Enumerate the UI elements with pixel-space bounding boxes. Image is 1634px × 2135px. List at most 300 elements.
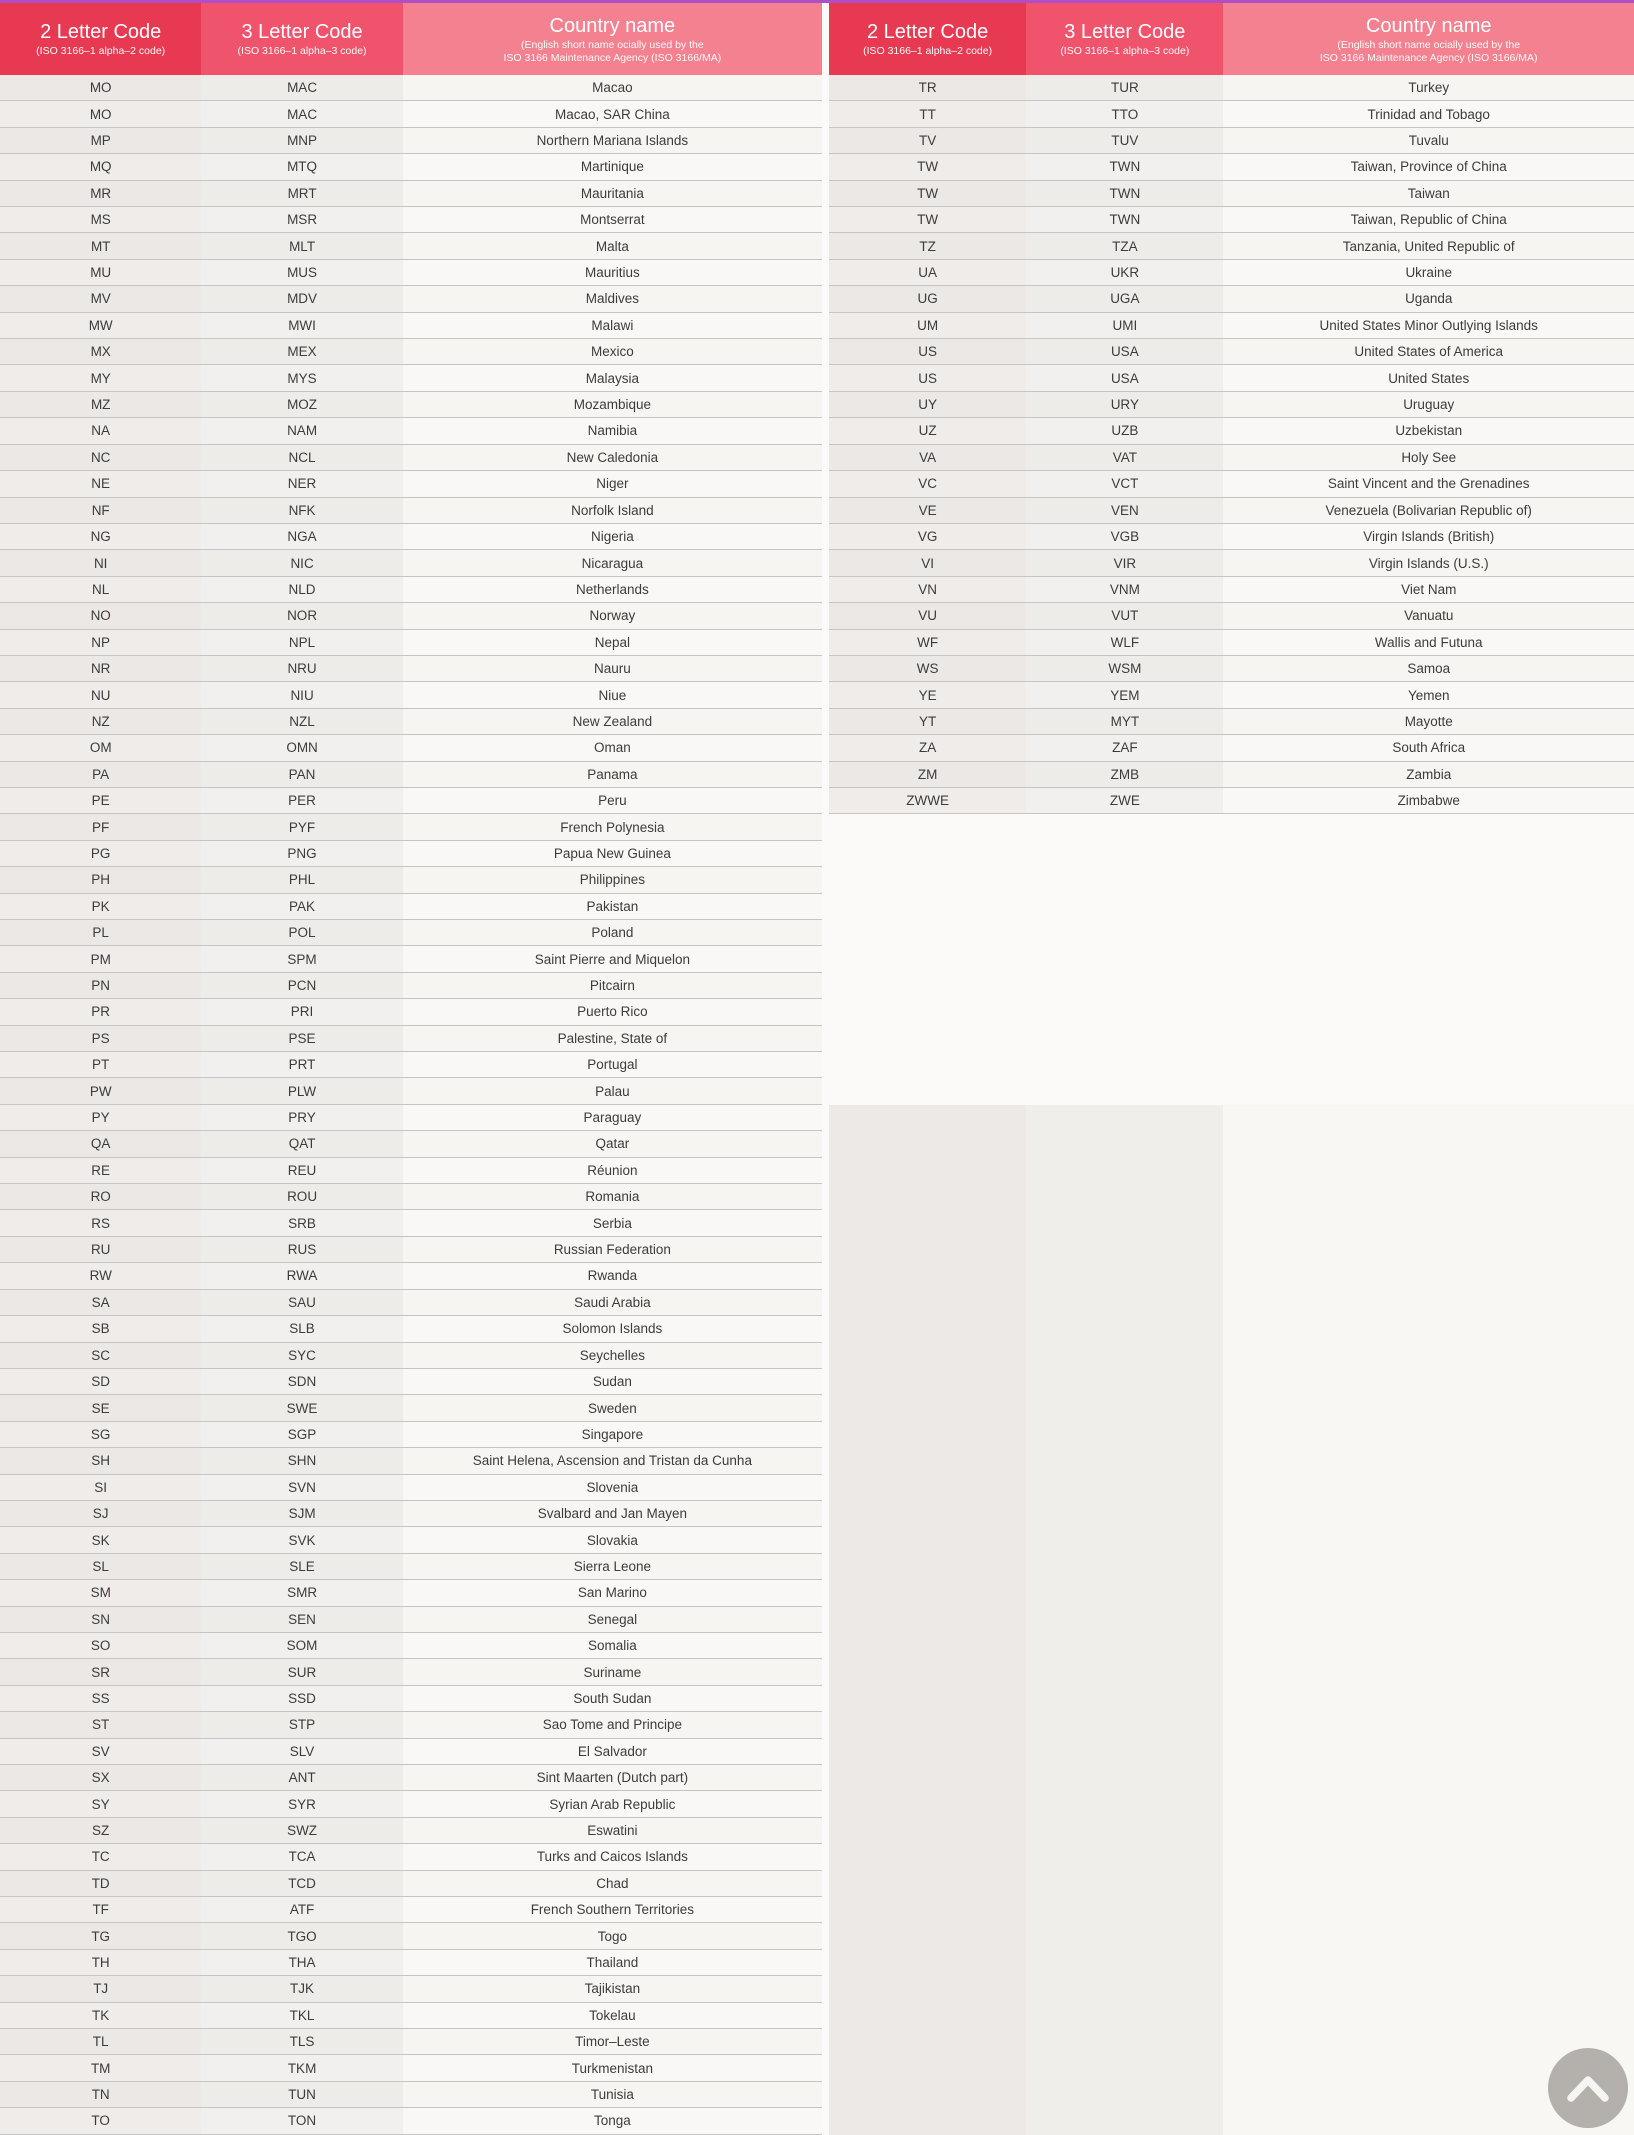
cell-country-name: Mayotte bbox=[1223, 709, 1634, 734]
cell-alpha3-code: UZB bbox=[1026, 418, 1223, 443]
cell-country-name: Macao bbox=[403, 75, 822, 100]
cell-alpha2-code: ST bbox=[0, 1712, 201, 1737]
table-row bbox=[829, 603, 1634, 629]
table-header bbox=[829, 0, 1634, 75]
cell-alpha2-code: MT bbox=[0, 233, 201, 258]
cell-alpha2-code: VC bbox=[829, 471, 1026, 496]
header-cell-3-letter-code bbox=[201, 0, 402, 75]
table-row bbox=[0, 920, 822, 946]
cell-alpha2-code: SY bbox=[0, 1791, 201, 1816]
table-row bbox=[0, 550, 822, 576]
cell-country-name: Poland bbox=[403, 920, 822, 945]
cell-country-name: Nicaragua bbox=[403, 550, 822, 575]
cell-alpha3-code: TWN bbox=[1026, 181, 1223, 206]
table-row bbox=[829, 524, 1634, 550]
cell-country-name: Portugal bbox=[403, 1052, 822, 1077]
cell-alpha3-code: SPM bbox=[201, 946, 402, 971]
cell-country-name: Sudan bbox=[403, 1369, 822, 1394]
column-subtitle: (ISO 3166–1 alpha–3 code) bbox=[1060, 45, 1190, 57]
cell-alpha3-code: NPL bbox=[201, 630, 402, 655]
cell-alpha2-code: PL bbox=[0, 920, 201, 945]
cell-country-name: Sweden bbox=[403, 1395, 822, 1420]
cell-alpha3-code: PRI bbox=[201, 999, 402, 1024]
cell-alpha2-code: MQ bbox=[0, 154, 201, 179]
table-row bbox=[0, 867, 822, 893]
cell-alpha2-code: NO bbox=[0, 603, 201, 628]
table-row bbox=[0, 1263, 822, 1289]
cell-alpha3-code: PSE bbox=[201, 1026, 402, 1051]
cell-alpha3-code: UKR bbox=[1026, 260, 1223, 285]
table-row bbox=[829, 233, 1634, 259]
cell-alpha2-code: YT bbox=[829, 709, 1026, 734]
cell-alpha2-code: NA bbox=[0, 418, 201, 443]
cell-alpha3-code: VNM bbox=[1026, 577, 1223, 602]
cell-alpha2-code: SO bbox=[0, 1633, 201, 1658]
cell-alpha3-code: YEM bbox=[1026, 682, 1223, 707]
cell-country-name: Nigeria bbox=[403, 524, 822, 549]
table-row bbox=[0, 1686, 822, 1712]
table-row bbox=[0, 1633, 822, 1659]
cell-alpha3-code: NIC bbox=[201, 550, 402, 575]
cell-alpha3-code: MLT bbox=[201, 233, 402, 258]
cell-alpha3-code: TCD bbox=[201, 1871, 402, 1896]
iso-code-table-right bbox=[829, 0, 1634, 2135]
cell-country-name: Réunion bbox=[403, 1158, 822, 1183]
cell-alpha3-code: OMN bbox=[201, 735, 402, 760]
cell-alpha3-code: MUS bbox=[201, 260, 402, 285]
cell-alpha3-code: PRY bbox=[201, 1105, 402, 1130]
cell-alpha3-code: SLV bbox=[201, 1739, 402, 1764]
table-row bbox=[0, 260, 822, 286]
cell-alpha2-code: TF bbox=[0, 1897, 201, 1922]
cell-country-name: French Polynesia bbox=[403, 814, 822, 839]
cell-country-name: Togo bbox=[403, 1923, 822, 1948]
cell-alpha3-code: REU bbox=[201, 1158, 402, 1183]
cell-country-name: Timor–Leste bbox=[403, 2029, 822, 2054]
cell-alpha3-code: SEN bbox=[201, 1607, 402, 1632]
cell-alpha3-code: MYS bbox=[201, 365, 402, 390]
cell-alpha3-code: ANT bbox=[201, 1765, 402, 1790]
cell-country-name: Serbia bbox=[403, 1210, 822, 1235]
cell-alpha3-code: RWA bbox=[201, 1263, 402, 1288]
cell-country-name: Russian Federation bbox=[403, 1237, 822, 1262]
cell-alpha2-code: SR bbox=[0, 1659, 201, 1684]
cell-country-name: Somalia bbox=[403, 1633, 822, 1658]
column-title: 2 Letter Code bbox=[867, 21, 989, 43]
cell-alpha3-code: SAU bbox=[201, 1290, 402, 1315]
cell-alpha2-code: RO bbox=[0, 1184, 201, 1209]
table-row bbox=[829, 577, 1634, 603]
table-row bbox=[0, 365, 822, 391]
table-row bbox=[0, 181, 822, 207]
cell-alpha3-code: MAC bbox=[201, 101, 402, 126]
table-row bbox=[829, 260, 1634, 286]
cell-alpha3-code: SJM bbox=[201, 1501, 402, 1526]
table-row bbox=[0, 1448, 822, 1474]
cell-alpha3-code: PRT bbox=[201, 1052, 402, 1077]
table-row bbox=[0, 498, 822, 524]
table-row bbox=[0, 2082, 822, 2108]
cell-alpha3-code: TGO bbox=[201, 1923, 402, 1948]
cell-alpha2-code: TN bbox=[0, 2082, 201, 2107]
cell-alpha3-code: SWE bbox=[201, 1395, 402, 1420]
cell-country-name: Virgin Islands (U.S.) bbox=[1223, 550, 1634, 575]
cell-country-name: Saint Helena, Ascension and Tristan da Cunha bbox=[403, 1448, 822, 1473]
cell-alpha3-code: PCN bbox=[201, 973, 402, 998]
cell-country-name: Pakistan bbox=[403, 894, 822, 919]
cell-alpha2-code: TV bbox=[829, 128, 1026, 153]
cell-alpha3-code: SVK bbox=[201, 1527, 402, 1552]
table-row bbox=[0, 1580, 822, 1606]
cell-alpha3-code: THA bbox=[201, 1950, 402, 1975]
cell-country-name: Mozambique bbox=[403, 392, 822, 417]
column-subtitle: (ISO 3166–1 alpha–2 code) bbox=[863, 45, 993, 57]
column-subtitle: (ISO 3166–1 alpha–3 code) bbox=[237, 45, 367, 57]
table-row bbox=[829, 656, 1634, 682]
cell-alpha3-code: SYC bbox=[201, 1343, 402, 1368]
table-row bbox=[0, 1184, 822, 1210]
cell-country-name: Malta bbox=[403, 233, 822, 258]
cell-alpha2-code: SS bbox=[0, 1686, 201, 1711]
cell-country-name: Sao Tome and Principe bbox=[403, 1712, 822, 1737]
cell-country-name: Niger bbox=[403, 471, 822, 496]
table-row bbox=[0, 1052, 822, 1078]
table-row bbox=[0, 75, 822, 101]
cell-alpha3-code: MWI bbox=[201, 313, 402, 338]
cell-alpha3-code: TUR bbox=[1026, 75, 1223, 100]
cell-alpha3-code: VIR bbox=[1026, 550, 1223, 575]
cell-alpha3-code: NIU bbox=[201, 682, 402, 707]
cell-country-name: Turkmenistan bbox=[403, 2055, 822, 2080]
table-row bbox=[829, 392, 1634, 418]
header-cell-2-letter-code bbox=[829, 0, 1026, 75]
cell-alpha3-code: POL bbox=[201, 920, 402, 945]
table-row bbox=[0, 286, 822, 312]
cell-country-name: Slovakia bbox=[403, 1527, 822, 1552]
table-row bbox=[0, 1026, 822, 1052]
cell-country-name: Senegal bbox=[403, 1607, 822, 1632]
cell-alpha2-code: TK bbox=[0, 2003, 201, 2028]
cell-alpha2-code: RE bbox=[0, 1158, 201, 1183]
cell-alpha2-code: PR bbox=[0, 999, 201, 1024]
table-row bbox=[0, 1976, 822, 2002]
cell-alpha3-code: TON bbox=[201, 2108, 402, 2133]
table-row bbox=[829, 286, 1634, 312]
left-table-body bbox=[0, 75, 822, 2135]
column-title: Country name bbox=[1365, 14, 1492, 37]
table-row bbox=[829, 762, 1634, 788]
table-row bbox=[829, 682, 1634, 708]
cell-country-name: Tokelau bbox=[403, 2003, 822, 2028]
cell-alpha3-code: PAK bbox=[201, 894, 402, 919]
cell-alpha2-code: NZ bbox=[0, 709, 201, 734]
cell-country-name: Taiwan, Republic of China bbox=[1223, 207, 1634, 232]
cell-alpha2-code: PA bbox=[0, 762, 201, 787]
cell-alpha3-code: NOR bbox=[201, 603, 402, 628]
table-row bbox=[829, 207, 1634, 233]
cell-alpha2-code: NU bbox=[0, 682, 201, 707]
cell-country-name: Oman bbox=[403, 735, 822, 760]
table-row bbox=[0, 154, 822, 180]
cell-alpha2-code: TW bbox=[829, 207, 1026, 232]
chevron-up-icon bbox=[1565, 2073, 1611, 2103]
cell-alpha2-code: QA bbox=[0, 1131, 201, 1156]
cell-alpha3-code: TWN bbox=[1026, 207, 1223, 232]
table-header bbox=[0, 0, 822, 75]
cell-alpha2-code: SJ bbox=[0, 1501, 201, 1526]
cell-alpha3-code: SGP bbox=[201, 1422, 402, 1447]
column-title: 3 Letter Code bbox=[241, 21, 363, 43]
cell-country-name: Slovenia bbox=[403, 1475, 822, 1500]
cell-alpha3-code: ROU bbox=[201, 1184, 402, 1209]
cell-country-name: New Zealand bbox=[403, 709, 822, 734]
cell-country-name: Pitcairn bbox=[403, 973, 822, 998]
cell-alpha3-code: RUS bbox=[201, 1237, 402, 1262]
cell-alpha2-code: PS bbox=[0, 1026, 201, 1051]
table-row bbox=[0, 233, 822, 259]
table-row bbox=[0, 2029, 822, 2055]
table-row bbox=[0, 1950, 822, 1976]
table-row bbox=[0, 1475, 822, 1501]
table-row bbox=[0, 656, 822, 682]
cell-alpha3-code: NRU bbox=[201, 656, 402, 681]
cell-alpha2-code: UZ bbox=[829, 418, 1026, 443]
cell-country-name: Palau bbox=[403, 1078, 822, 1103]
cell-alpha3-code: PHL bbox=[201, 867, 402, 892]
cell-alpha2-code: VN bbox=[829, 577, 1026, 602]
table-row bbox=[829, 313, 1634, 339]
cell-alpha2-code: RW bbox=[0, 1263, 201, 1288]
cell-alpha2-code: SA bbox=[0, 1290, 201, 1315]
cell-country-name: Uganda bbox=[1223, 286, 1634, 311]
cell-country-name: United States Minor Outlying Islands bbox=[1223, 313, 1634, 338]
cell-country-name: Singapore bbox=[403, 1422, 822, 1447]
cell-alpha2-code: UY bbox=[829, 392, 1026, 417]
cell-alpha2-code: TL bbox=[0, 2029, 201, 2054]
cell-alpha3-code: NFK bbox=[201, 498, 402, 523]
cell-alpha3-code: SYR bbox=[201, 1791, 402, 1816]
table-row bbox=[0, 1765, 822, 1791]
top-accent-bar bbox=[0, 0, 1634, 3]
cell-country-name: Samoa bbox=[1223, 656, 1634, 681]
cell-alpha2-code: NC bbox=[0, 445, 201, 470]
table-row bbox=[0, 946, 822, 972]
cell-alpha3-code: TUV bbox=[1026, 128, 1223, 153]
cell-country-name: Chad bbox=[403, 1871, 822, 1896]
cell-alpha2-code: TR bbox=[829, 75, 1026, 100]
table-row bbox=[0, 603, 822, 629]
cell-country-name: Papua New Guinea bbox=[403, 841, 822, 866]
cell-alpha3-code: USA bbox=[1026, 339, 1223, 364]
cell-country-name: French Southern Territories bbox=[403, 1897, 822, 1922]
cell-alpha2-code: TT bbox=[829, 101, 1026, 126]
table-row bbox=[0, 841, 822, 867]
cell-alpha2-code: RS bbox=[0, 1210, 201, 1235]
cell-alpha3-code: TUN bbox=[201, 2082, 402, 2107]
table-row bbox=[829, 128, 1634, 154]
table-row bbox=[0, 418, 822, 444]
cell-country-name: Qatar bbox=[403, 1131, 822, 1156]
cell-alpha2-code: MR bbox=[0, 181, 201, 206]
table-row bbox=[829, 154, 1634, 180]
cell-alpha2-code: SV bbox=[0, 1739, 201, 1764]
cell-country-name: Malawi bbox=[403, 313, 822, 338]
table-row bbox=[0, 1923, 822, 1949]
table-row bbox=[0, 1369, 822, 1395]
cell-alpha2-code: TZ bbox=[829, 233, 1026, 258]
table-row bbox=[0, 445, 822, 471]
cell-country-name: Montserrat bbox=[403, 207, 822, 232]
table-row bbox=[0, 999, 822, 1025]
cell-alpha3-code: SRB bbox=[201, 1210, 402, 1235]
cell-alpha2-code: PG bbox=[0, 841, 201, 866]
table-row bbox=[0, 1897, 822, 1923]
cell-alpha3-code: TTO bbox=[1026, 101, 1223, 126]
table-row bbox=[0, 1237, 822, 1263]
table-row bbox=[0, 1527, 822, 1553]
cell-alpha2-code: TJ bbox=[0, 1976, 201, 2001]
cell-alpha3-code: SWZ bbox=[201, 1818, 402, 1843]
cell-alpha3-code: MOZ bbox=[201, 392, 402, 417]
table-row bbox=[0, 577, 822, 603]
cell-alpha3-code: MDV bbox=[201, 286, 402, 311]
cell-alpha3-code: UMI bbox=[1026, 313, 1223, 338]
cell-country-name: South Sudan bbox=[403, 1686, 822, 1711]
header-cell-country-name bbox=[1223, 0, 1634, 75]
cell-country-name: Zimbabwe bbox=[1223, 788, 1634, 813]
cell-alpha2-code: PK bbox=[0, 894, 201, 919]
cell-country-name: Trinidad and Tobago bbox=[1223, 101, 1634, 126]
cell-alpha3-code: VUT bbox=[1026, 603, 1223, 628]
cell-country-name: Seychelles bbox=[403, 1343, 822, 1368]
cell-alpha3-code: SVN bbox=[201, 1475, 402, 1500]
cell-country-name: Philippines bbox=[403, 867, 822, 892]
table-row bbox=[0, 814, 822, 840]
cell-alpha3-code: ZWE bbox=[1026, 788, 1223, 813]
cell-alpha3-code: TKL bbox=[201, 2003, 402, 2028]
cell-alpha2-code: SI bbox=[0, 1475, 201, 1500]
cell-alpha2-code: VI bbox=[829, 550, 1026, 575]
cell-alpha2-code: NL bbox=[0, 577, 201, 602]
cell-country-name: Rwanda bbox=[403, 1263, 822, 1288]
header-cell-country-name bbox=[403, 0, 822, 75]
table-row bbox=[0, 1659, 822, 1685]
table-row bbox=[0, 1712, 822, 1738]
cell-alpha3-code: NLD bbox=[201, 577, 402, 602]
cell-alpha2-code: ZM bbox=[829, 762, 1026, 787]
cell-country-name: Niue bbox=[403, 682, 822, 707]
cell-alpha2-code: PN bbox=[0, 973, 201, 998]
cell-alpha3-code: SLB bbox=[201, 1316, 402, 1341]
cell-alpha2-code: ZWWE bbox=[829, 788, 1026, 813]
cell-alpha2-code: PF bbox=[0, 814, 201, 839]
cell-alpha2-code: NP bbox=[0, 630, 201, 655]
table-row bbox=[0, 1844, 822, 1870]
cell-country-name: Macao, SAR China bbox=[403, 101, 822, 126]
cell-alpha2-code: SZ bbox=[0, 1818, 201, 1843]
cell-country-name: Mauritania bbox=[403, 181, 822, 206]
cell-alpha3-code: MRT bbox=[201, 181, 402, 206]
cell-country-name: Martinique bbox=[403, 154, 822, 179]
cell-alpha3-code: NAM bbox=[201, 418, 402, 443]
cell-alpha2-code: PT bbox=[0, 1052, 201, 1077]
cell-country-name: Tanzania, United Republic of bbox=[1223, 233, 1634, 258]
cell-alpha2-code: PH bbox=[0, 867, 201, 892]
cell-alpha2-code: PM bbox=[0, 946, 201, 971]
cell-country-name: Paraguay bbox=[403, 1105, 822, 1130]
cell-country-name: Palestine, State of bbox=[403, 1026, 822, 1051]
table-row bbox=[0, 788, 822, 814]
cell-alpha2-code: NI bbox=[0, 550, 201, 575]
cell-alpha2-code: VG bbox=[829, 524, 1026, 549]
table-row bbox=[0, 1343, 822, 1369]
scroll-to-top-button[interactable] bbox=[1548, 2048, 1628, 2128]
cell-alpha2-code: MS bbox=[0, 207, 201, 232]
cell-alpha2-code: SN bbox=[0, 1607, 201, 1632]
cell-alpha3-code: SDN bbox=[201, 1369, 402, 1394]
cell-alpha2-code: SX bbox=[0, 1765, 201, 1790]
cell-country-name: Puerto Rico bbox=[403, 999, 822, 1024]
cell-country-name: Taiwan, Province of China bbox=[1223, 154, 1634, 179]
cell-alpha3-code: WLF bbox=[1026, 630, 1223, 655]
cell-alpha3-code: VAT bbox=[1026, 445, 1223, 470]
table-row bbox=[829, 101, 1634, 127]
cell-country-name: Sierra Leone bbox=[403, 1554, 822, 1579]
table-row bbox=[829, 788, 1634, 814]
cell-alpha3-code: WSM bbox=[1026, 656, 1223, 681]
cell-country-name: Yemen bbox=[1223, 682, 1634, 707]
cell-alpha2-code: SH bbox=[0, 1448, 201, 1473]
table-row bbox=[0, 630, 822, 656]
cell-country-name: United States bbox=[1223, 365, 1634, 390]
cell-alpha3-code: NZL bbox=[201, 709, 402, 734]
cell-alpha2-code: TD bbox=[0, 1871, 201, 1896]
cell-country-name: Vanuatu bbox=[1223, 603, 1634, 628]
cell-alpha2-code: SL bbox=[0, 1554, 201, 1579]
cell-country-name: Viet Nam bbox=[1223, 577, 1634, 602]
cell-alpha3-code: VEN bbox=[1026, 498, 1223, 523]
table-row bbox=[829, 709, 1634, 735]
table-row bbox=[0, 1210, 822, 1236]
cell-alpha2-code: MZ bbox=[0, 392, 201, 417]
column-subtitle: (English short name ocially used by the ISO 3166 Maintenance Agency (ISO 3166/MA) bbox=[1319, 38, 1538, 64]
cell-country-name: Saint Pierre and Miquelon bbox=[403, 946, 822, 971]
cell-alpha3-code: NGA bbox=[201, 524, 402, 549]
cell-alpha2-code: VU bbox=[829, 603, 1026, 628]
cell-country-name: Uzbekistan bbox=[1223, 418, 1634, 443]
cell-country-name: Thailand bbox=[403, 1950, 822, 1975]
table-row bbox=[829, 498, 1634, 524]
cell-alpha2-code: NG bbox=[0, 524, 201, 549]
cell-country-name: San Marino bbox=[403, 1580, 822, 1605]
cell-alpha3-code: PYF bbox=[201, 814, 402, 839]
cell-alpha2-code: OM bbox=[0, 735, 201, 760]
cell-alpha3-code: TWN bbox=[1026, 154, 1223, 179]
cell-country-name: Sint Maarten (Dutch part) bbox=[403, 1765, 822, 1790]
cell-alpha3-code: PNG bbox=[201, 841, 402, 866]
cell-alpha2-code: SM bbox=[0, 1580, 201, 1605]
cell-alpha2-code: SD bbox=[0, 1369, 201, 1394]
cell-alpha2-code: SB bbox=[0, 1316, 201, 1341]
cell-alpha2-code: TW bbox=[829, 181, 1026, 206]
cell-alpha3-code: MAC bbox=[201, 75, 402, 100]
cell-country-name: Malaysia bbox=[403, 365, 822, 390]
cell-alpha2-code: UM bbox=[829, 313, 1026, 338]
cell-country-name: Syrian Arab Republic bbox=[403, 1791, 822, 1816]
cell-country-name: Norfolk Island bbox=[403, 498, 822, 523]
cell-alpha3-code: MNP bbox=[201, 128, 402, 153]
cell-alpha2-code: MX bbox=[0, 339, 201, 364]
